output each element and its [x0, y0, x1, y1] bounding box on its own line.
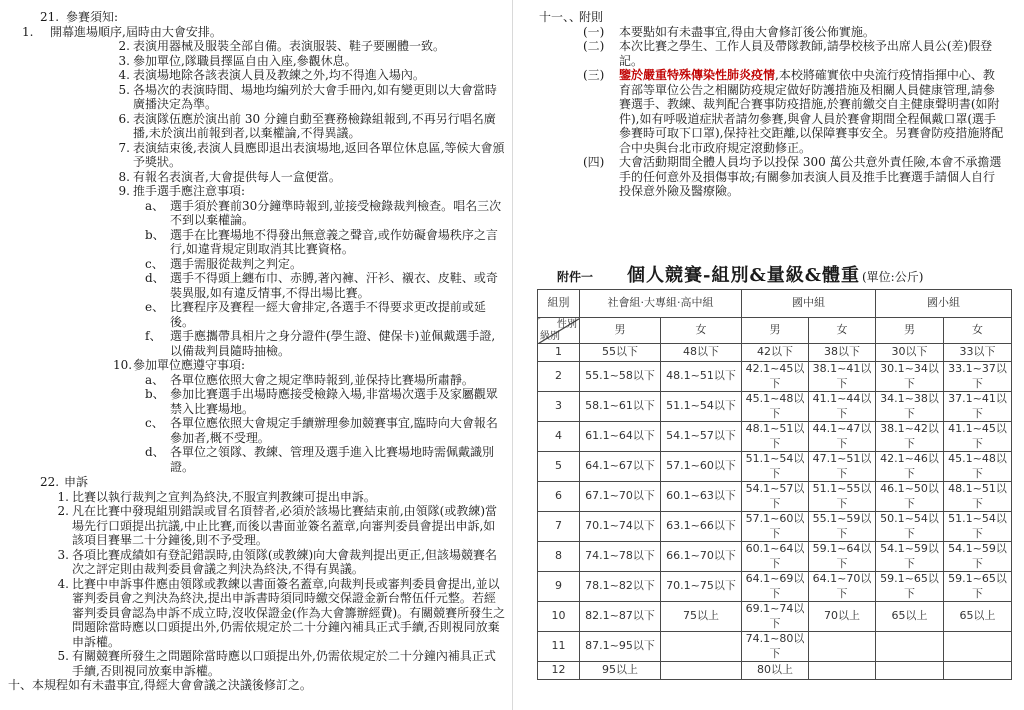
section-22-title: 申訴	[64, 475, 89, 489]
table-row	[538, 452, 1012, 482]
appeal-rules-list	[54, 490, 506, 679]
sub-item-text: 選手需服從裁判之判定。	[170, 256, 303, 271]
table-row	[538, 572, 1012, 602]
section-11-number: 十一、、	[539, 10, 582, 24]
weight-cell: 41.1~44以下	[809, 392, 876, 422]
level-cell: 6	[538, 482, 580, 512]
list-item	[113, 39, 505, 54]
table-gender-header-row	[538, 318, 1012, 344]
weight-cell: 51.1~54以下	[944, 512, 1012, 542]
weight-cell: 59.1~65以下	[876, 572, 944, 602]
weight-cell: 58.1~61以下	[580, 392, 661, 422]
weight-cell: 55.1~58以下	[580, 362, 661, 392]
item-number: 7.	[118, 140, 130, 155]
sub-item-marker: e、	[145, 300, 165, 314]
weight-cell: 45.1~48以下	[944, 452, 1012, 482]
item-text: 推手選手應注意事項:	[133, 184, 246, 198]
item-text: 各項比賽成績如有登記錯誤時,由領隊(或教練)向大會裁判提出更正,但該場競賽名次之評定則由裁判委員會議之判決為終決,不得有異議。	[72, 547, 497, 576]
weight-cell: 65以上	[944, 602, 1012, 632]
weight-cell: 48.1~51以下	[944, 482, 1012, 512]
item-number: 1.	[57, 489, 69, 504]
weight-cell: 51.1~54以下	[742, 452, 809, 482]
level-cell: 7	[538, 512, 580, 542]
item-text	[619, 155, 1005, 199]
item-number: 2.	[118, 39, 130, 53]
item-number: 8.	[118, 169, 130, 184]
item-text	[619, 68, 1005, 155]
gender-header-cell: 女	[809, 318, 876, 344]
attachment-heading	[557, 264, 1024, 286]
sub-item-text: 比賽程序及賽程一經大會排定,各選手不得要求更改提前或延後。	[170, 300, 486, 329]
gender-header-cell: 女	[661, 318, 742, 344]
level-cell: 9	[538, 572, 580, 602]
diagonal-top-label: 性別	[557, 319, 577, 330]
sub-list-item	[145, 257, 505, 272]
section-21-number: 21.	[40, 10, 60, 24]
sub-item-marker: b、	[145, 387, 165, 401]
list-item	[113, 83, 505, 112]
item-body-text: 本要點如有未盡事宜,得由大會修訂後公佈實施。	[619, 24, 875, 39]
level-cell: 3	[538, 392, 580, 422]
sub-list-item	[145, 228, 505, 257]
sub-item-marker: c、	[145, 256, 164, 271]
weight-cell: 48.1~51以下	[742, 422, 809, 452]
supplementary-item	[583, 155, 1005, 199]
gender-header-cell: 男	[876, 318, 944, 344]
item-marker: (三)	[583, 68, 605, 82]
weight-cell: 67.1~70以下	[580, 482, 661, 512]
opening-order-item	[22, 25, 512, 40]
weight-cell: 33以下	[944, 344, 1012, 362]
weight-cell: 65以上	[876, 602, 944, 632]
sub-item-marker: d、	[145, 445, 165, 459]
item-text: 參加單位應遵守事項:	[133, 358, 246, 372]
list-item	[113, 112, 505, 141]
group-header-cell: 社會組‧大專組‧高中組	[580, 290, 742, 318]
item-body-text: ,本校將確實依中央流行疫情指揮中心、教育部等單位公告之相關防疫規定做好防護措施及相關人員健康管理,請參賽選手、教練、裁判配合賽事防疫措施,於賽前繳交自主健康聲明書(如附件),如有呼吸道症狀者請勿參賽,與會人員於賽會期間全程佩戴口罩(選手參賽時可取下口罩),保持社交距離,以保障賽事安全。另賽會防疫措施將配合中央與台北市政府規定滾動修正。	[619, 68, 1004, 155]
weight-cell: 41.1~45以下	[944, 422, 1012, 452]
weight-cell: 45.1~48以下	[742, 392, 809, 422]
list-item	[113, 184, 505, 358]
weight-cell: 82.1~87以下	[580, 602, 661, 632]
section-11-heading	[539, 10, 1024, 25]
page-right	[512, 0, 1024, 710]
level-cell: 5	[538, 452, 580, 482]
table-group-header-row	[538, 290, 1012, 318]
weight-cell: 74.1~80以下	[742, 632, 809, 662]
table-row	[538, 662, 1012, 680]
weight-cell: 42.1~46以下	[876, 452, 944, 482]
weight-cell	[809, 632, 876, 662]
item-number: 5.	[118, 82, 130, 97]
weight-cell	[661, 662, 742, 680]
weight-class-table	[537, 289, 1012, 680]
table-row	[538, 392, 1012, 422]
item-text: 表演結束後,表演人員應即退出表演場地,返回各單位休息區,等候大會頒予獎狀。	[133, 140, 505, 169]
appeal-item	[54, 490, 506, 505]
group-header-cell: 國小組	[876, 290, 1012, 318]
item-number: 6.	[118, 111, 130, 126]
level-cell: 12	[538, 662, 580, 680]
list-item	[113, 141, 505, 170]
sub-item-marker: a、	[145, 198, 165, 213]
sub-list-item	[145, 199, 505, 228]
weight-cell: 50.1~54以下	[876, 512, 944, 542]
sub-item-text: 參加比賽選手出場時應接受檢錄入場,非當場次選手及家屬觀眾禁入比賽場地。	[170, 387, 498, 416]
item-text: 比賽中申訴事件應由領隊或教練以書面簽名蓋章,向裁判長或審判委員會提出,並以審判委員會之判決為終決,提出申訴書時須同時繳交保證金新台幣伍仟元整。若經審判委員會認為申訴不成立時,沒收保證金(作為大會籌辦經費)。有關競賽所發生之問題除當時應以口頭提出外,仍需依規定於二十分鐘內補具正式手續,否則視同放棄申訴權。	[72, 576, 506, 649]
epidemic-warning-text: 鑒於嚴重特殊傳染性肺炎疫情	[619, 68, 776, 82]
weight-cell: 64.1~67以下	[580, 452, 661, 482]
weight-cell: 70.1~74以下	[580, 512, 661, 542]
item-text: 表演隊伍應於演出前 30 分鐘自動至賽務檢錄組報到,不再另行唱名廣播,未於演出前報到者,以棄權論,不得異議。	[133, 111, 496, 140]
weight-cell	[876, 662, 944, 680]
table-row	[538, 344, 1012, 362]
item-text: 各場次的表演時間、場地均編列於大會手冊內,如有變更則以大會當時廣播決定為準。	[133, 82, 497, 111]
corner-header-cell: 組別	[538, 290, 580, 318]
item-text	[619, 39, 1005, 68]
diagonal-header-cell	[538, 318, 580, 344]
weight-cell	[809, 662, 876, 680]
item-text	[619, 25, 1005, 40]
level-cell: 11	[538, 632, 580, 662]
weight-cell	[944, 632, 1012, 662]
weight-cell: 48.1~51以下	[661, 362, 742, 392]
sub-item-text: 各單位應依照大會之規定準時報到,並保持比賽場所肅靜。	[170, 372, 474, 387]
supplementary-item	[583, 68, 1005, 155]
table-row	[538, 632, 1012, 662]
sub-list-item	[145, 387, 505, 416]
section-22-number: 22.	[40, 475, 60, 489]
sub-list	[145, 199, 505, 359]
weight-cell: 57.1~60以下	[661, 452, 742, 482]
sub-list-item	[145, 416, 505, 445]
weight-cell: 70以上	[809, 602, 876, 632]
weight-cell	[876, 632, 944, 662]
level-cell: 10	[538, 602, 580, 632]
weight-cell: 80以上	[742, 662, 809, 680]
sub-list-item	[145, 300, 505, 329]
weight-table-body	[538, 344, 1012, 680]
item-marker: (四)	[583, 155, 605, 169]
supplementary-item	[583, 39, 1005, 68]
weight-cell: 34.1~38以下	[876, 392, 944, 422]
table-row	[538, 602, 1012, 632]
weight-cell: 55以下	[580, 344, 661, 362]
weight-cell: 54.1~59以下	[944, 542, 1012, 572]
appeal-item	[54, 548, 506, 577]
item-text: 凡在比賽中發現組別錯誤或冒名頂替者,必須於該場比賽結束前,由領隊(或教練)當場先行口頭提出抗議,中止比賽,而後以書面並簽名蓋章,向審判委員會提出申訴,如該項目賽畢二十分鐘後,則不予受理。	[72, 504, 497, 547]
table-row	[538, 542, 1012, 572]
sub-list-item	[145, 329, 505, 358]
item-text: 表演用器械及服裝全部自備。表演服裝、鞋子要團體一致。	[133, 39, 446, 53]
sub-item-text: 選手在比賽場地不得發出無意義之聲音,或作妨礙會場秩序之言行,如違背規定則取消其比賽資格。	[170, 227, 498, 256]
participation-rules-list	[113, 39, 505, 474]
level-cell: 4	[538, 422, 580, 452]
attachment-label: 附件一	[557, 269, 594, 284]
item-text: 比賽以執行裁判之宣判為終決,不服宣判教練可提出申訴。	[72, 489, 376, 504]
weight-cell: 87.1~95以下	[580, 632, 661, 662]
list-item	[113, 54, 505, 69]
gender-header-cell: 男	[742, 318, 809, 344]
weight-cell: 46.1~50以下	[876, 482, 944, 512]
sub-list-item	[145, 271, 505, 300]
supplementary-rules-list	[583, 25, 1005, 199]
sub-item-text: 選手須於賽前30分鐘準時報到,並接受檢錄裁判檢查。唱名三次不到以棄權論。	[170, 198, 502, 227]
weight-cell: 59.1~64以下	[809, 542, 876, 572]
gender-header-cell: 女	[944, 318, 1012, 344]
weight-cell: 38.1~42以下	[876, 422, 944, 452]
list-item	[113, 358, 505, 474]
item-number: 5.	[57, 649, 69, 663]
item-text: 表演場地除各該表演人員及教練之外,均不得進入場內。	[133, 68, 425, 82]
weight-cell: 95以上	[580, 662, 661, 680]
weight-cell: 47.1~51以下	[809, 452, 876, 482]
group-header-cell: 國中組	[742, 290, 876, 318]
item-body-text: 本次比賽之學生、工作人員及帶隊教師,請學校核予出席人員公(差)假登記。	[619, 39, 993, 68]
sub-item-marker: d、	[145, 271, 165, 285]
appeal-item	[54, 649, 506, 678]
weight-cell: 42以下	[742, 344, 809, 362]
weight-cell: 63.1~66以下	[661, 512, 742, 542]
sub-item-marker: f、	[145, 329, 162, 343]
weight-cell: 66.1~70以下	[661, 542, 742, 572]
item-number: 9.	[118, 184, 130, 198]
item-text: 參加單位,隊職員擇區自由入座,參觀休息。	[133, 53, 357, 68]
weight-cell: 33.1~37以下	[944, 362, 1012, 392]
weight-cell: 37.1~41以下	[944, 392, 1012, 422]
weight-cell: 74.1~78以下	[580, 542, 661, 572]
table-row	[538, 482, 1012, 512]
item-text: 有報名表演者,大會提供每人一盒便當。	[133, 169, 341, 184]
weight-cell: 30以下	[876, 344, 944, 362]
weight-cell: 51.1~55以下	[809, 482, 876, 512]
weight-cell	[661, 632, 742, 662]
weight-cell: 42.1~45以下	[742, 362, 809, 392]
level-cell: 8	[538, 542, 580, 572]
item-number: 3.	[57, 547, 69, 562]
weight-cell: 69.1~74以下	[742, 602, 809, 632]
gender-header-cell: 男	[580, 318, 661, 344]
sub-item-text: 各單位之領隊、教練、管理及選手進入比賽場地時需佩戴識別證。	[170, 445, 495, 474]
weight-cell: 54.1~57以下	[661, 422, 742, 452]
weight-cell: 64.1~69以下	[742, 572, 809, 602]
item-number: 2.	[57, 504, 69, 518]
item-text: 有關競賽所發生之問題除當時應以口頭提出外,仍需依規定於二十分鐘內補具正式手續,否則視同放棄申訴權。	[72, 649, 496, 678]
weight-cell: 51.1~54以下	[661, 392, 742, 422]
sub-item-text: 選手應攜帶具相片之身分證件(學生證、健保卡)並佩戴選手證,以備裁判員隨時抽檢。	[170, 329, 496, 358]
sub-item-text: 各單位應依照大會規定手續辦理參加競賽事宜,臨時向大會報名參加者,概不受理。	[170, 416, 498, 445]
section-11-title: 附則	[579, 10, 604, 24]
list-item	[113, 68, 505, 83]
attachment-unit: (單位:公斤)	[862, 269, 924, 284]
attachment-title: 個人競賽-組別&量級&體重	[627, 264, 860, 286]
item-marker: (二)	[583, 39, 605, 53]
weight-cell: 75以上	[661, 602, 742, 632]
item-number: 3.	[118, 53, 130, 68]
weight-cell: 44.1~47以下	[809, 422, 876, 452]
weight-cell: 54.1~57以下	[742, 482, 809, 512]
weight-cell: 57.1~60以下	[742, 512, 809, 542]
sub-item-text: 選手不得頭上纏布巾、赤膊,著內褲、汗衫、襯衣、皮鞋、或奇裝異服,如有違反情事,不得出場比賽。	[170, 271, 498, 300]
sub-list-item	[145, 445, 505, 474]
level-cell: 1	[538, 344, 580, 362]
sub-item-marker: c、	[145, 416, 164, 430]
item-number: 4.	[57, 576, 69, 591]
sub-list-item	[145, 373, 505, 388]
weight-cell: 38.1~41以下	[809, 362, 876, 392]
weight-cell: 60.1~64以下	[742, 542, 809, 572]
list-item	[113, 170, 505, 185]
appeal-item	[54, 504, 506, 548]
weight-cell: 54.1~59以下	[876, 542, 944, 572]
table-row	[538, 362, 1012, 392]
level-cell: 2	[538, 362, 580, 392]
section-21-heading	[40, 10, 512, 25]
item-text: 開幕進場順序,屆時由大會安排。	[50, 24, 222, 39]
item-marker: (一)	[583, 24, 605, 39]
weight-cell: 38以下	[809, 344, 876, 362]
weight-cell: 48以下	[661, 344, 742, 362]
weight-cell	[944, 662, 1012, 680]
weight-cell: 60.1~63以下	[661, 482, 742, 512]
diagonal-bottom-label: 級別	[540, 331, 560, 342]
appeal-item	[54, 577, 506, 650]
section-21-title: 參賽須知:	[66, 10, 119, 24]
supplementary-item	[583, 25, 1005, 40]
table-row	[538, 422, 1012, 452]
sub-item-marker: b、	[145, 227, 165, 242]
weight-cell: 30.1~34以下	[876, 362, 944, 392]
item-number: 4.	[118, 68, 130, 82]
weight-cell: 55.1~59以下	[809, 512, 876, 542]
item-number: 10.	[113, 358, 133, 372]
sub-list	[145, 373, 505, 475]
sub-item-marker: a、	[145, 372, 165, 387]
weight-cell: 78.1~82以下	[580, 572, 661, 602]
weight-cell: 61.1~64以下	[580, 422, 661, 452]
section-22-heading	[40, 475, 512, 490]
weight-cell: 59.1~65以下	[944, 572, 1012, 602]
weight-cell: 70.1~75以下	[661, 572, 742, 602]
weight-cell: 64.1~70以下	[809, 572, 876, 602]
item-number: 1.	[22, 24, 34, 39]
table-row	[538, 512, 1012, 542]
footnote: 十、本規程如有未盡事宜,得經大會會議之決議後修訂之。	[8, 678, 312, 692]
item-body-text: 大會活動期間全體人員均予以投保 300 萬公共意外責任險,本會不承擔選手的任何意外及損傷事故;有關參加表演人員及推手比賽選手請個人自行投保意外險及醫療險。	[619, 155, 1002, 198]
